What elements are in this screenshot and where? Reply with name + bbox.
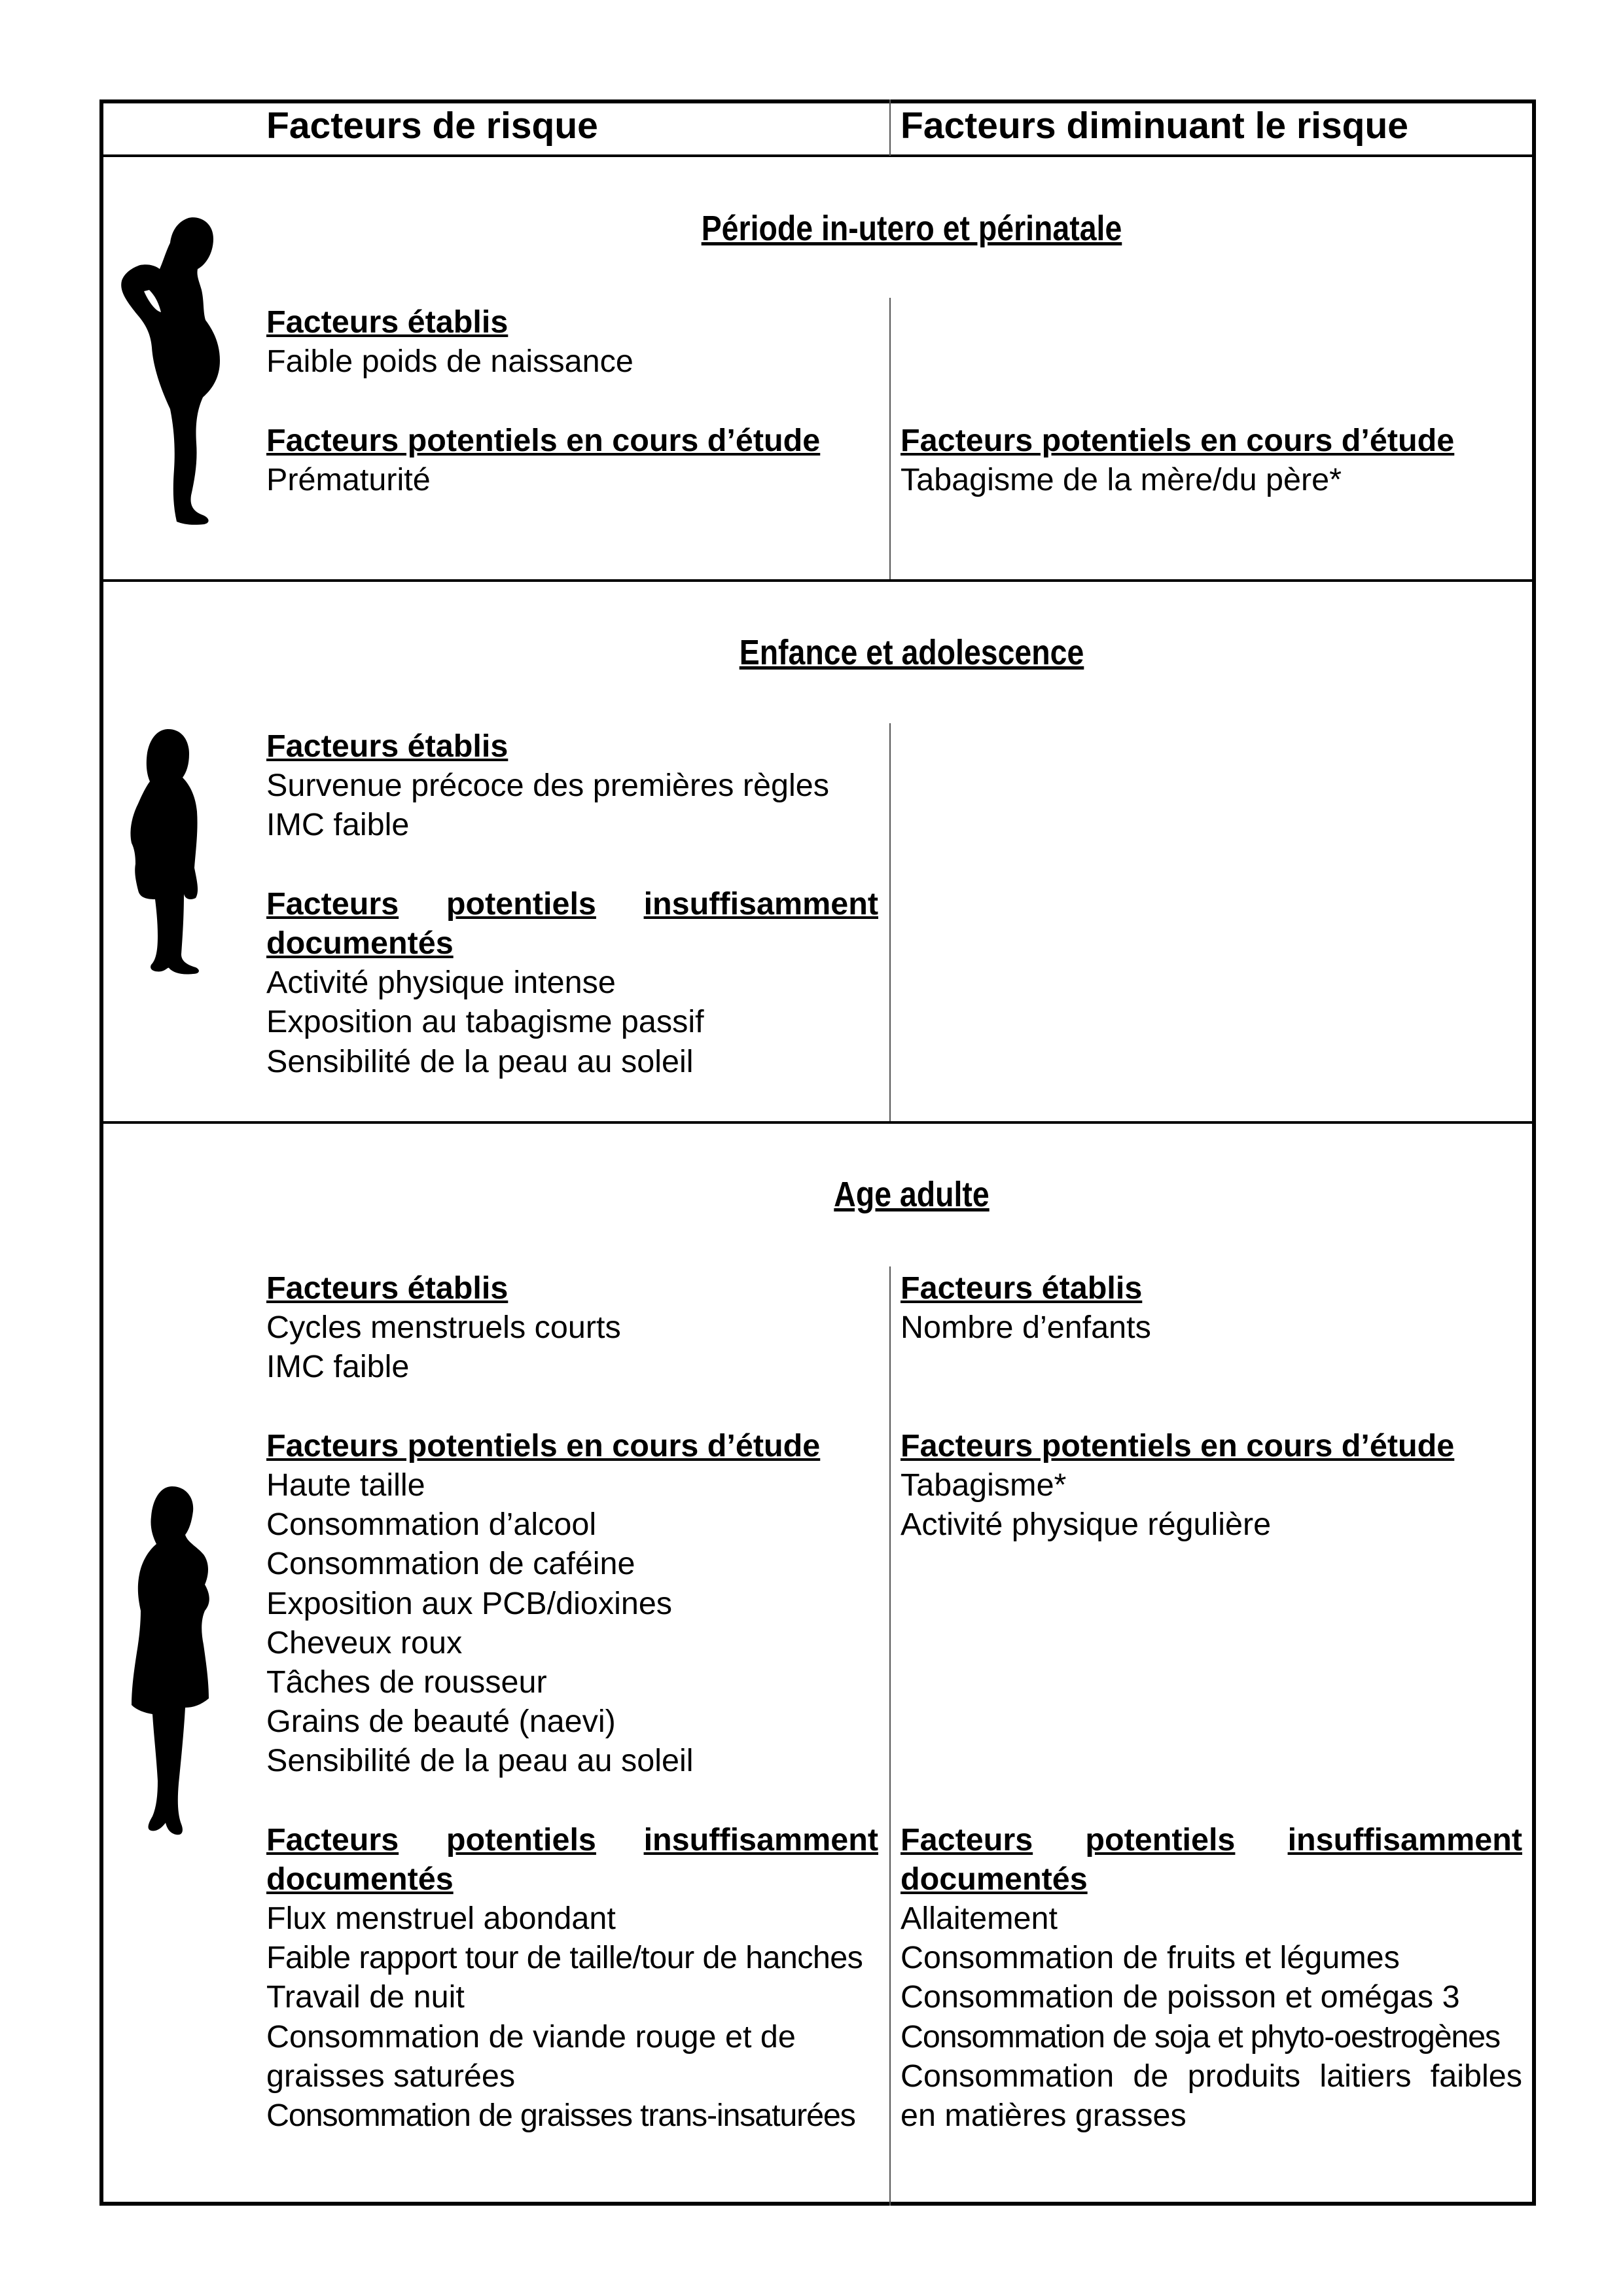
list-item: graisses saturées bbox=[266, 2058, 516, 2094]
list-item: Sensibilité de la peau au soleil bbox=[266, 1043, 694, 1079]
established-factors-heading: Facteurs établis bbox=[266, 304, 508, 340]
list-item: Consommation de graisses trans-insaturées bbox=[266, 2097, 855, 2133]
list-item: Consommation de fruits et légumes bbox=[901, 1940, 1400, 1976]
pregnant-woman-silhouette-icon bbox=[118, 213, 223, 533]
section-title-childhood: Enfance et adolescence bbox=[739, 633, 1084, 672]
list-item: en matières grasses bbox=[901, 2097, 1186, 2133]
list-item: Travail de nuit bbox=[266, 1979, 465, 2015]
list-item: Tâches de rousseur bbox=[266, 1664, 547, 1700]
section-title-perinatal: Période in-utero et périnatale bbox=[701, 209, 1122, 248]
list-item: Haute taille bbox=[266, 1467, 425, 1503]
list-item: Allaitement bbox=[901, 1901, 1058, 1936]
list-item: IMC faible bbox=[266, 807, 410, 843]
section3-reduce-column bbox=[901, 1268, 1522, 2135]
list-item: IMC faible bbox=[266, 1349, 410, 1385]
list-item: Consommation de viande rouge et de bbox=[266, 2018, 796, 2054]
list-item: Exposition au tabagisme passif bbox=[266, 1004, 704, 1040]
list-item: Prématurité bbox=[266, 461, 431, 497]
heading-word: potentiels bbox=[446, 1821, 596, 1857]
heading-word: Facteurs bbox=[266, 1821, 399, 1857]
header-divider bbox=[99, 154, 1536, 157]
word: laitiers bbox=[1319, 2058, 1412, 2094]
word: Consommation bbox=[901, 2058, 1115, 2094]
list-item: Grains de beauté (naevi) bbox=[266, 1704, 616, 1740]
section-divider-1 bbox=[99, 579, 1536, 582]
column-divider-1 bbox=[889, 298, 891, 579]
list-item: Tabagisme* bbox=[901, 1467, 1067, 1503]
list-item: Exposition aux PCB/dioxines bbox=[266, 1585, 673, 1621]
list-item: Tabagisme de la mère/du père* bbox=[901, 461, 1342, 497]
list-item: Activité physique régulière bbox=[901, 1507, 1272, 1543]
heading-word: insuffisamment bbox=[1287, 1821, 1522, 1857]
word: produits bbox=[1187, 2058, 1301, 2094]
section-divider-2 bbox=[99, 1121, 1536, 1124]
insufficient-factors-heading bbox=[266, 884, 878, 924]
header-risk-factors: Facteurs de risque bbox=[266, 105, 598, 147]
established-factors-heading: Facteurs établis bbox=[266, 1270, 508, 1306]
insufficient-factors-heading-line2: documentés bbox=[266, 1861, 454, 1897]
list-item: Consommation de soja et phyto-oestrogènes bbox=[901, 2018, 1500, 2054]
word: faibles bbox=[1430, 2058, 1522, 2094]
potential-factors-heading: Facteurs potentiels en cours d’étude bbox=[266, 1427, 821, 1463]
section1-reduce-column bbox=[901, 421, 1522, 499]
insufficient-factors-heading-line2: documentés bbox=[266, 925, 454, 961]
list-item: Faible rapport tour de taille/tour de hanches bbox=[266, 1940, 863, 1976]
list-item: Cheveux roux bbox=[266, 1624, 463, 1660]
list-item: Nombre d’enfants bbox=[901, 1310, 1151, 1346]
section2-risk-column bbox=[266, 726, 878, 1081]
list-item: Cycles menstruels courts bbox=[266, 1310, 621, 1346]
insufficient-factors-heading bbox=[901, 1820, 1522, 1859]
list-item-justified bbox=[901, 2056, 1522, 2096]
heading-word: insuffisamment bbox=[643, 886, 878, 922]
heading-word: potentiels bbox=[446, 886, 596, 922]
insufficient-factors-heading bbox=[266, 1820, 878, 1859]
insufficient-factors-heading-line2: documentés bbox=[901, 1861, 1088, 1897]
heading-word: Facteurs bbox=[901, 1821, 1033, 1857]
list-item: Consommation de caféine bbox=[266, 1546, 635, 1582]
section-title-adult: Age adulte bbox=[834, 1175, 990, 1214]
column-divider-2 bbox=[889, 723, 891, 1121]
potential-factors-heading: Facteurs potentiels en cours d’étude bbox=[901, 422, 1455, 458]
potential-factors-heading: Facteurs potentiels en cours d’étude bbox=[266, 422, 821, 458]
established-factors-heading: Facteurs établis bbox=[266, 728, 508, 764]
potential-factors-heading: Facteurs potentiels en cours d’étude bbox=[901, 1427, 1455, 1463]
column-divider-3 bbox=[889, 1266, 891, 2206]
established-factors-heading: Facteurs établis bbox=[901, 1270, 1143, 1306]
list-item: Flux menstruel abondant bbox=[266, 1901, 616, 1936]
girl-silhouette-icon bbox=[128, 726, 206, 982]
list-item: Consommation de poisson et omégas 3 bbox=[901, 1979, 1460, 2015]
header-risk-reducing-factors: Facteurs diminuant le risque bbox=[901, 105, 1409, 147]
header-column-divider bbox=[889, 99, 891, 156]
heading-word: Facteurs bbox=[266, 886, 399, 922]
section3-risk-column bbox=[266, 1268, 878, 2135]
list-item: Sensibilité de la peau au soleil bbox=[266, 1743, 694, 1779]
heading-word: insuffisamment bbox=[643, 1821, 878, 1857]
heading-word: potentiels bbox=[1085, 1821, 1236, 1857]
list-item: Activité physique intense bbox=[266, 965, 616, 1001]
list-item: Consommation d’alcool bbox=[266, 1507, 597, 1543]
section1-risk-column bbox=[266, 302, 882, 499]
word: de bbox=[1133, 2058, 1169, 2094]
woman-silhouette-icon bbox=[128, 1482, 213, 1839]
list-item: Faible poids de naissance bbox=[266, 344, 633, 380]
list-item: Survenue précoce des premières règles bbox=[266, 768, 829, 804]
